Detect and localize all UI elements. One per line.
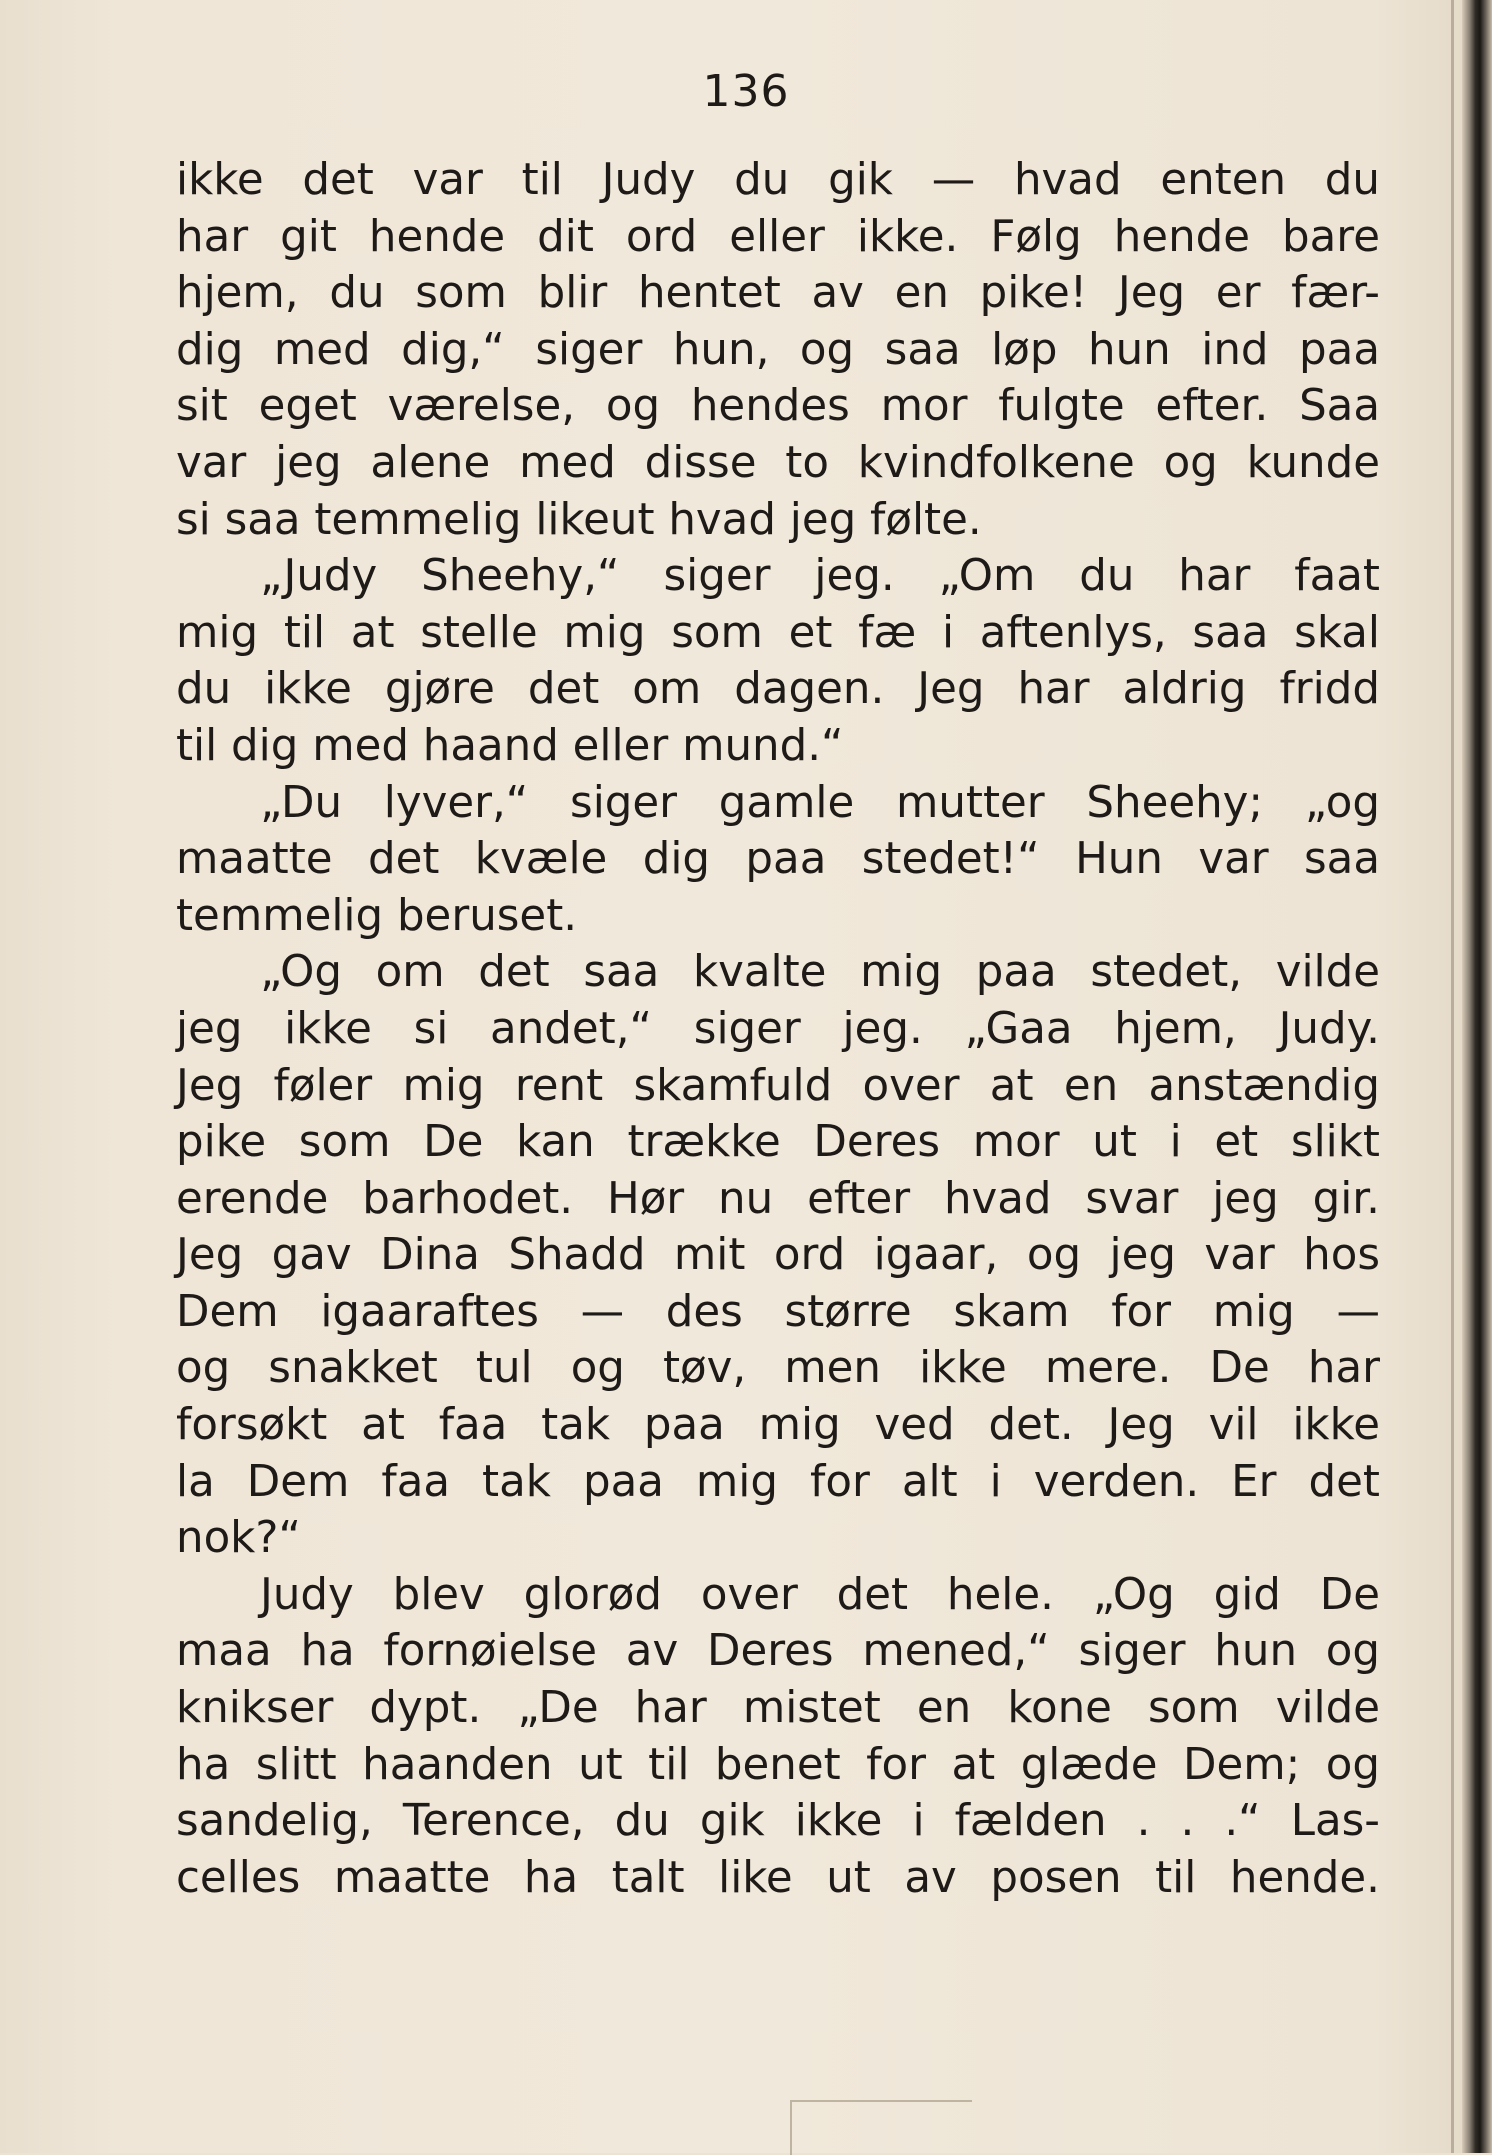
text-line: sandelig, Terence, du gik ikke i fælden . . .“ Las- [176, 1796, 1380, 1847]
text-line: „Og om det saa kvalte mig paa stedet, vilde [260, 947, 1380, 998]
text-line: nok?“ [176, 1513, 301, 1564]
text-line: Jeg føler mig rent skamfuld over at en anstændig [176, 1060, 1380, 1111]
text-line: pike som De kan trække Deres mor ut i et slikt [176, 1117, 1380, 1168]
text-line: Dem igaaraftes — des større skam for mig — [176, 1286, 1380, 1337]
text-line: ikke det var til Judy du gik — hvad enten du [176, 155, 1380, 205]
book-spine-edge [1462, 0, 1492, 2153]
body-text [176, 152, 1380, 1906]
text-line: mig til at stelle mig som et fæ i aftenlys, saa skal [176, 607, 1380, 658]
text-line: hjem, du som blir hentet av en pike! Jeg er fær- [176, 268, 1380, 319]
text-line: celles maatte ha talt like ut av posen til hende. [176, 1852, 1380, 1903]
text-line: til dig med haand eller mund.“ [176, 720, 844, 771]
text-line: var jeg alene med disse to kvindfolkene og kunde [176, 437, 1380, 488]
page-edge-line [1451, 0, 1454, 2153]
text-line: „Judy Sheehy,“ siger jeg. „Om du har faat [260, 551, 1380, 602]
text-line: sit eget værelse, og hendes mor fulgte efter. Saa [176, 381, 1380, 432]
text-line: forsøkt at faa tak paa mig ved det. Jeg vil ikke [176, 1400, 1380, 1451]
text-line: Judy blev glorød over det hele. „Og gid De [260, 1569, 1380, 1620]
text-line: knikser dypt. „De har mistet en kone som vilde [176, 1683, 1380, 1734]
text-line: ha slitt haanden ut til benet for at glæde Dem; og [176, 1739, 1380, 1790]
text-line: maatte det kvæle dig paa stedet!“ Hun var saa [176, 834, 1380, 885]
text-line: og snakket tul og tøv, men ikke mere. De har [176, 1343, 1380, 1394]
text-line: erende barhodet. Hør nu efter hvad svar jeg gir. [176, 1173, 1380, 1224]
text-line: temmelig beruset. [176, 890, 578, 941]
bottom-corner-mark [790, 2100, 972, 2155]
text-line: la Dem faa tak paa mig for alt i verden. Er det [176, 1456, 1380, 1507]
text-line: jeg ikke si andet,“ siger jeg. „Gaa hjem, Judy. [176, 1003, 1380, 1054]
text-line: dig med dig,“ siger hun, og saa løp hun ind paa [176, 324, 1380, 375]
text-line: „Du lyver,“ siger gamle mutter Sheehy; „og [260, 777, 1380, 828]
text-line: har git hende dit ord eller ikke. Følg hende bare [176, 211, 1380, 262]
text-line: Jeg gav Dina Shadd mit ord igaar, og jeg var hos [176, 1230, 1380, 1281]
text-line: si saa temmelig likeut hvad jeg følte. [176, 494, 982, 545]
text-line: maa ha fornøielse av Deres mened,“ siger hun og [176, 1626, 1380, 1677]
page-number: 136 [702, 66, 790, 117]
text-line: du ikke gjøre det om dagen. Jeg har aldrig fridd [176, 664, 1380, 715]
